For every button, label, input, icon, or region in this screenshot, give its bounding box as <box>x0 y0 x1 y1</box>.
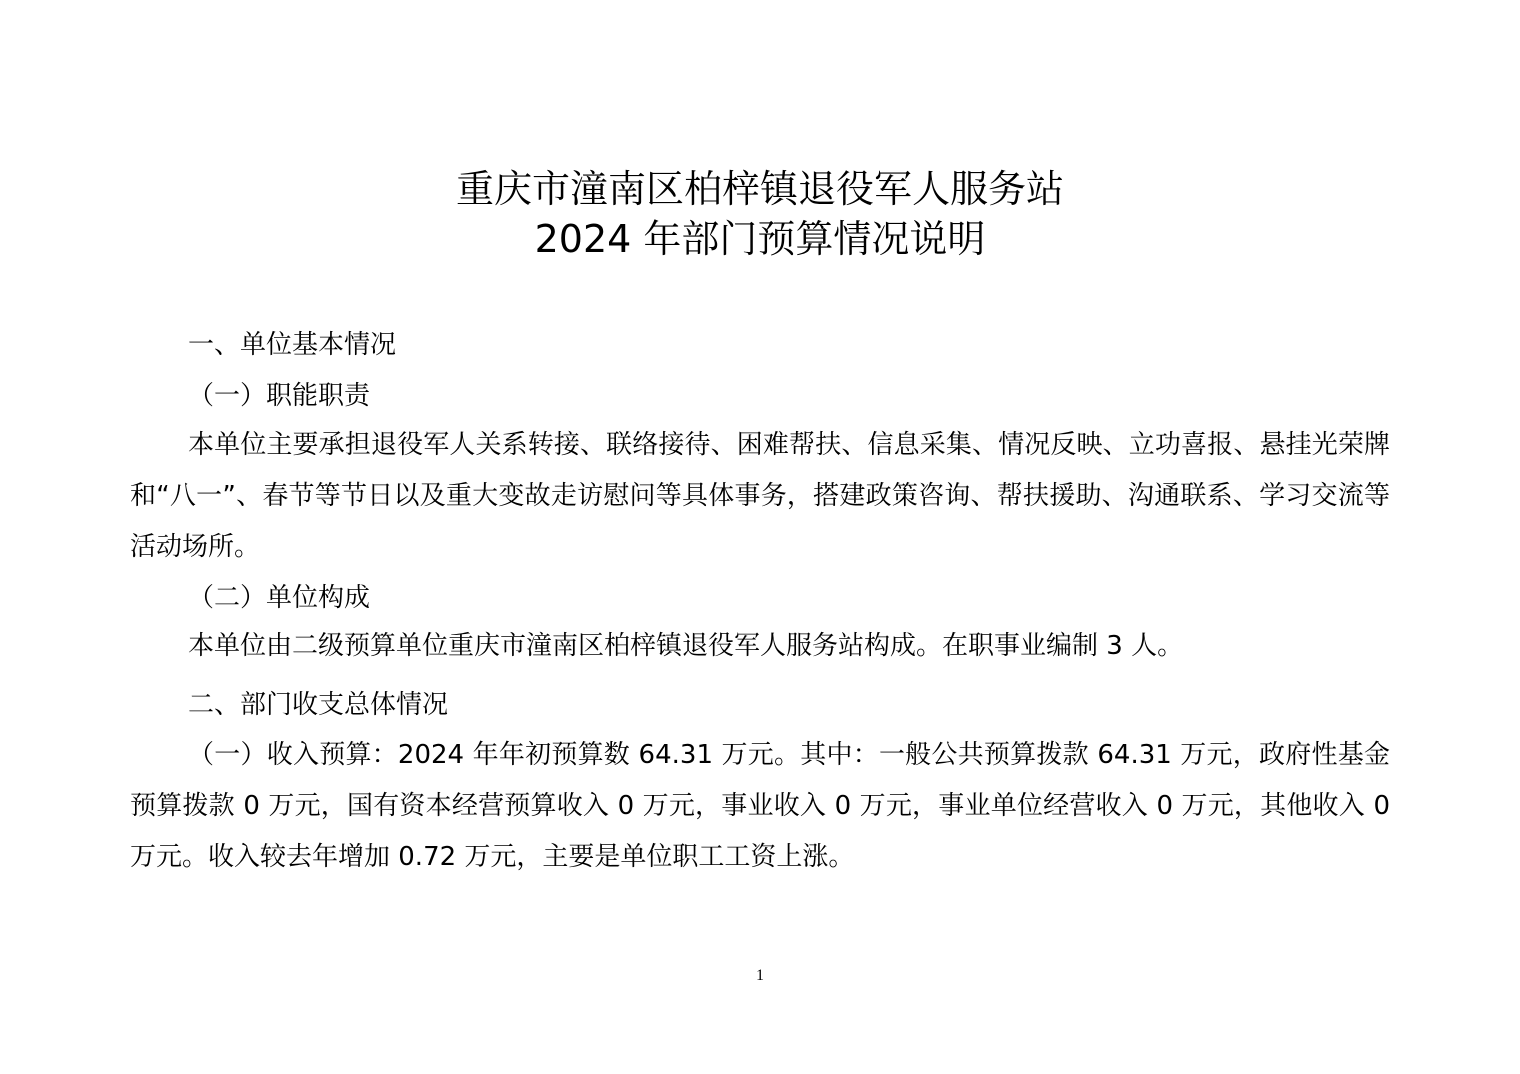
section-1-paragraph-1: 本单位主要承担退役军人关系转接、联络接待、困难帮扶、信息采集、情况反映、立功喜报、悬挂光荣牌和“八一”、春节等节日以及重大变故走访慰问等具体事务，搭建政策咨询、帮扶援助、沟通联系、学习交流等活动场所。 <box>130 430 1390 562</box>
section-1-subheading-1: （一）职能职责 <box>188 381 371 411</box>
page-number: 1 <box>756 967 764 984</box>
document-title-line-1: 重庆市潼南区柏梓镇退役军人服务站 <box>455 167 1064 211</box>
document-title-line-2: 2024 年部门预算情况说明 <box>534 217 986 261</box>
section-2-paragraph-1: （一）收入预算：2024 年年初预算数 64.31 万元。其中：一般公共预算拨款 64.31 万元，政府性基金预算拨款 0 万元，国有资本经营预算收入 0 万元，事业收入 0 万元，事业单位经营收入 0 万元，其他收入 0 万元。收入较去年增加 0.72 万元，主要是单位职工工资上涨。 <box>130 740 1390 872</box>
section-2-heading: 二、部门收支总体情况 <box>188 690 449 720</box>
section-1-subheading-2: （二）单位构成 <box>188 583 371 613</box>
section-1-heading: 一、单位基本情况 <box>188 330 397 360</box>
section-1-paragraph-2: 本单位由二级预算单位重庆市潼南区柏梓镇退役军人服务站构成。在职事业编制 3 人。 <box>188 631 1184 661</box>
